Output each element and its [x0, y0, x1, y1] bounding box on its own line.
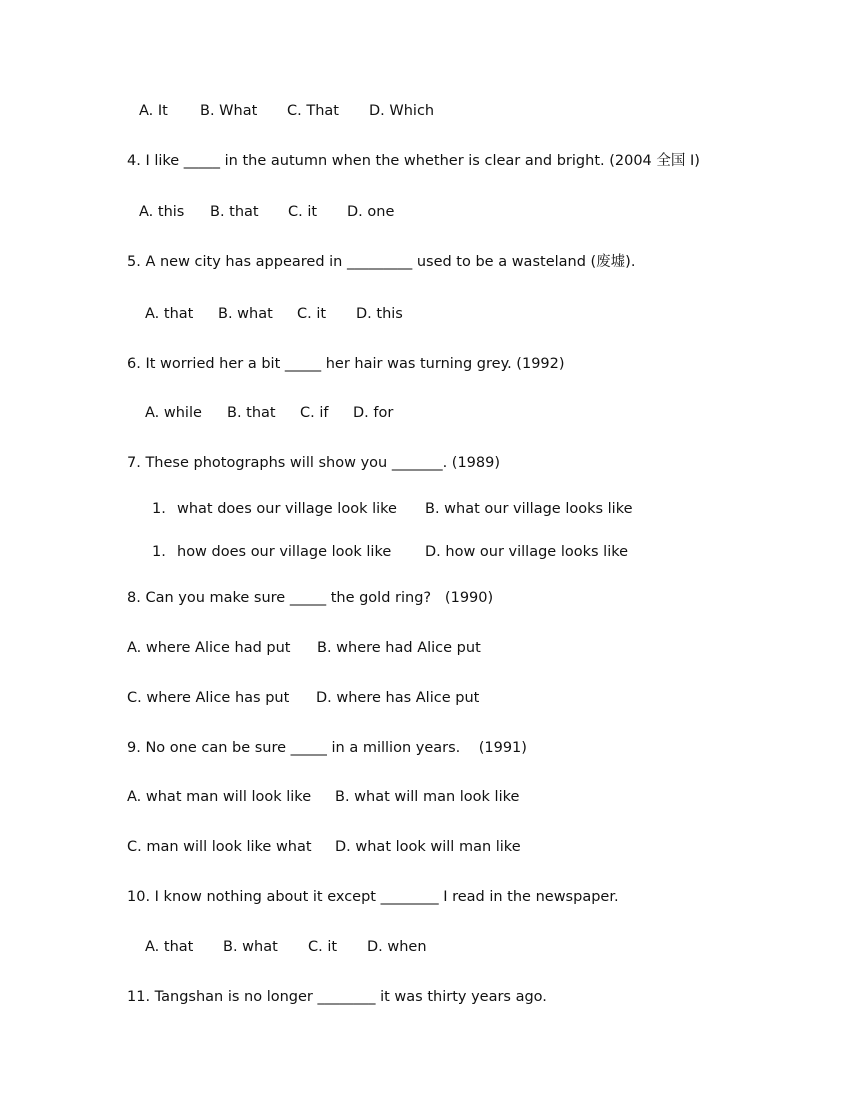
q6-stem: 6. It worried her a bit _____ her hair was turning grey. (1992): [127, 356, 565, 372]
q7-option-b: B. what our village looks like: [425, 501, 633, 517]
q10-option-a: A. that: [145, 939, 194, 955]
q4-option-c: C. it: [288, 204, 318, 220]
q5-stem: 5. A new city has appeared in _________ used to be a wasteland (废墟).: [127, 254, 636, 270]
q8-stem: 8. Can you make sure _____ the gold ring? (1990): [127, 590, 494, 606]
q8-option-b: B. where had Alice put: [317, 640, 481, 656]
q4-stem: 4. I like _____ in the autumn when the whether is clear and bright. (2004 全国 I): [127, 153, 700, 169]
q9-option-d: D. what look will man like: [335, 839, 521, 855]
q3-option-d: D. Which: [369, 103, 435, 119]
q7-row1-number: 1.: [152, 501, 166, 517]
q3-option-a: A. It: [139, 103, 168, 119]
q6-option-a: A. while: [145, 405, 202, 421]
q6-option-c: C. if: [300, 405, 329, 421]
q9-option-a: A. what man will look like: [127, 789, 312, 805]
q5-option-a: A. that: [145, 306, 194, 322]
q10-option-b: B. what: [223, 939, 278, 955]
q5-option-d: D. this: [356, 306, 403, 322]
q6-option-d: D. for: [353, 405, 394, 421]
q5-option-c: C. it: [297, 306, 327, 322]
q9-option-b: B. what will man look like: [335, 789, 520, 805]
q4-option-a: A. this: [139, 204, 185, 220]
q11-stem: 11. Tangshan is no longer ________ it was thirty years ago.: [127, 989, 547, 1005]
q3-option-c: C. That: [287, 103, 339, 119]
q10-stem: 10. I know nothing about it except ________ I read in the newspaper.: [127, 889, 619, 905]
q7-option-a: what does our village look like: [177, 501, 397, 517]
q7-stem: 7. These photographs will show you _______. (1989): [127, 455, 500, 471]
q5-option-b: B. what: [218, 306, 273, 322]
q8-option-d: D. where has Alice put: [316, 690, 480, 706]
q8-option-c: C. where Alice has put: [127, 690, 290, 706]
q7-option-c: how does our village look like: [177, 544, 392, 560]
q9-option-c: C. man will look like what: [127, 839, 312, 855]
q7-row2-number: 1.: [152, 544, 166, 560]
q3-option-b: B. What: [200, 103, 258, 119]
q4-option-b: B. that: [210, 204, 259, 220]
q10-option-d: D. when: [367, 939, 427, 955]
q10-option-c: C. it: [308, 939, 338, 955]
q6-option-b: B. that: [227, 405, 276, 421]
q7-option-d: D. how our village looks like: [425, 544, 629, 560]
q8-option-a: A. where Alice had put: [127, 640, 291, 656]
q4-option-d: D. one: [347, 204, 395, 220]
q9-stem: 9. No one can be sure _____ in a million years. (1991): [127, 740, 527, 756]
